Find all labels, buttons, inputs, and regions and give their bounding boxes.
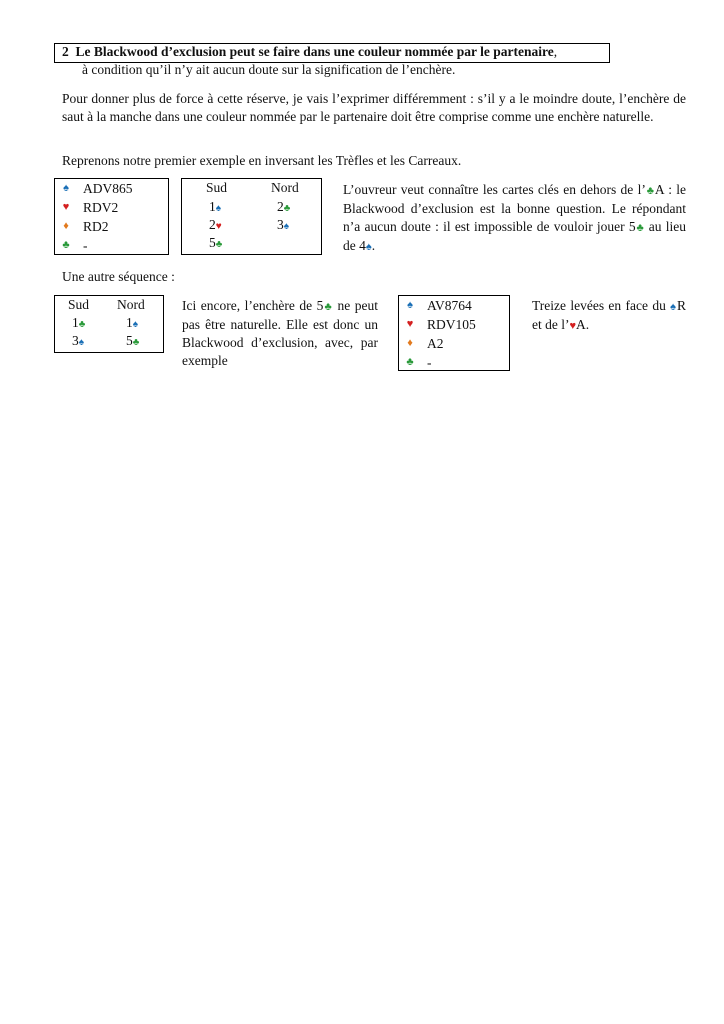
bid-level: 5: [126, 333, 133, 348]
bid-north: [277, 217, 289, 233]
hand-row: [55, 198, 168, 217]
bid-north: [126, 333, 139, 349]
bid-level: 2: [209, 217, 216, 232]
hand-cards: RD2: [83, 219, 109, 234]
note-text: A.: [576, 317, 590, 332]
note-text: Treize levées en face du: [532, 298, 671, 313]
section-number: 2: [62, 44, 69, 59]
hand-cards: -: [427, 355, 432, 370]
paragraph-reserve: Pour donner plus de force à cette réserve, je vais l’exprimer différemment : s’il y a le moindre doute, l’enchère de saut à la manche dans une couleur nommée par le partenaire doit être comprise comme une enchère naturelle.: [62, 91, 686, 124]
club-icon: ♣: [62, 239, 70, 251]
section-title-tail: ,: [553, 44, 558, 59]
comment-text: .: [371, 238, 376, 253]
spade-icon: ♠: [365, 241, 372, 253]
bid-south: [209, 235, 222, 251]
bid-south: [209, 199, 221, 215]
hand-cards: RDV105: [427, 317, 476, 332]
section-title: Le Blackwood d’exclusion peut se faire dans une couleur nommée par le partenaire: [75, 44, 554, 59]
hand-row: [55, 179, 168, 198]
example1-hand-box: [54, 178, 169, 255]
hand-row: [399, 296, 509, 315]
bid-level: 2: [277, 199, 284, 214]
diamond-icon: ♦: [407, 337, 413, 349]
hand-cards: -: [83, 238, 88, 253]
spade-icon: ♠: [132, 319, 139, 330]
diamond-icon: ♦: [63, 220, 69, 232]
example2-hand-box: [398, 295, 510, 371]
spade-icon: ♠: [670, 301, 677, 313]
hand-row: [399, 334, 509, 353]
bid-north: [277, 199, 290, 215]
hand-row: [399, 353, 509, 372]
bid-south: [72, 333, 84, 349]
club-icon: ♣: [283, 203, 291, 214]
spade-icon: ♠: [63, 182, 69, 194]
hand-cards: RDV2: [83, 200, 119, 215]
section-subline: à condition qu’il n’y ait aucun doute sur la signification de l’enchère.: [82, 62, 456, 77]
bid-level: 3: [72, 333, 79, 348]
club-icon: ♣: [132, 337, 140, 348]
club-icon: ♣: [323, 301, 333, 313]
example1-auction-box: [181, 178, 322, 255]
club-icon: ♣: [78, 319, 86, 330]
spade-icon: ♠: [283, 221, 290, 232]
spade-icon: ♠: [215, 203, 222, 214]
hand-row: [55, 217, 168, 236]
hand-cards: ADV865: [83, 181, 133, 196]
comment-text: A : le Blackwood d’exclusion est la bonne question. Le répondant n’a aucun doute : il est impossible de vouloir jouer 5: [343, 182, 687, 234]
heart-icon: ♥: [569, 320, 577, 332]
heart-icon: ♥: [62, 201, 70, 213]
bid-level: 1: [126, 315, 133, 330]
comment-text: au lieu de 4: [343, 219, 687, 253]
paragraph-example-intro: Reprenons notre premier exemple en inversant les Trèfles et les Carreaux.: [62, 153, 462, 168]
auction-col-north: Nord: [117, 297, 145, 312]
note-text: R et de l’: [532, 298, 687, 332]
bid-north: [126, 315, 138, 331]
bid-south: [209, 217, 222, 233]
bid-level: 1: [72, 315, 79, 330]
club-icon: ♣: [635, 222, 645, 234]
spade-icon: ♠: [78, 337, 85, 348]
bid-level: 5: [209, 235, 216, 250]
auction-col-south: Sud: [206, 180, 228, 195]
paragraph-another-sequence: Une autre séquence :: [62, 269, 175, 284]
bid-level: 3: [277, 217, 284, 232]
club-icon: ♣: [645, 185, 655, 197]
hand-cards: A2: [427, 336, 444, 351]
example1-comment: [343, 181, 686, 256]
example2-comment: [182, 297, 378, 370]
hand-row: [399, 315, 509, 334]
bid-south: [72, 315, 85, 331]
spade-icon: ♠: [407, 299, 413, 311]
comment-text: Ici encore, l’enchère de 5: [182, 298, 324, 313]
example2-note: [532, 297, 686, 335]
heart-icon: ♥: [215, 221, 222, 232]
auction-col-south: Sud: [68, 297, 90, 312]
comment-text: L’ouvreur veut connaître les cartes clés en dehors de l’: [343, 182, 646, 197]
comment-text: ne peut pas être naturelle. Elle est donc un Blackwood d’exclusion, avec, par exemple: [182, 298, 378, 368]
section-heading: [62, 44, 557, 60]
auction-col-north: Nord: [271, 180, 299, 195]
hand-cards: AV8764: [427, 298, 472, 313]
example2-auction-box: [54, 295, 164, 353]
bid-level: 1: [209, 199, 216, 214]
hand-row: [55, 236, 168, 255]
club-icon: ♣: [406, 356, 414, 368]
heart-icon: ♥: [406, 318, 414, 330]
club-icon: ♣: [215, 239, 223, 250]
